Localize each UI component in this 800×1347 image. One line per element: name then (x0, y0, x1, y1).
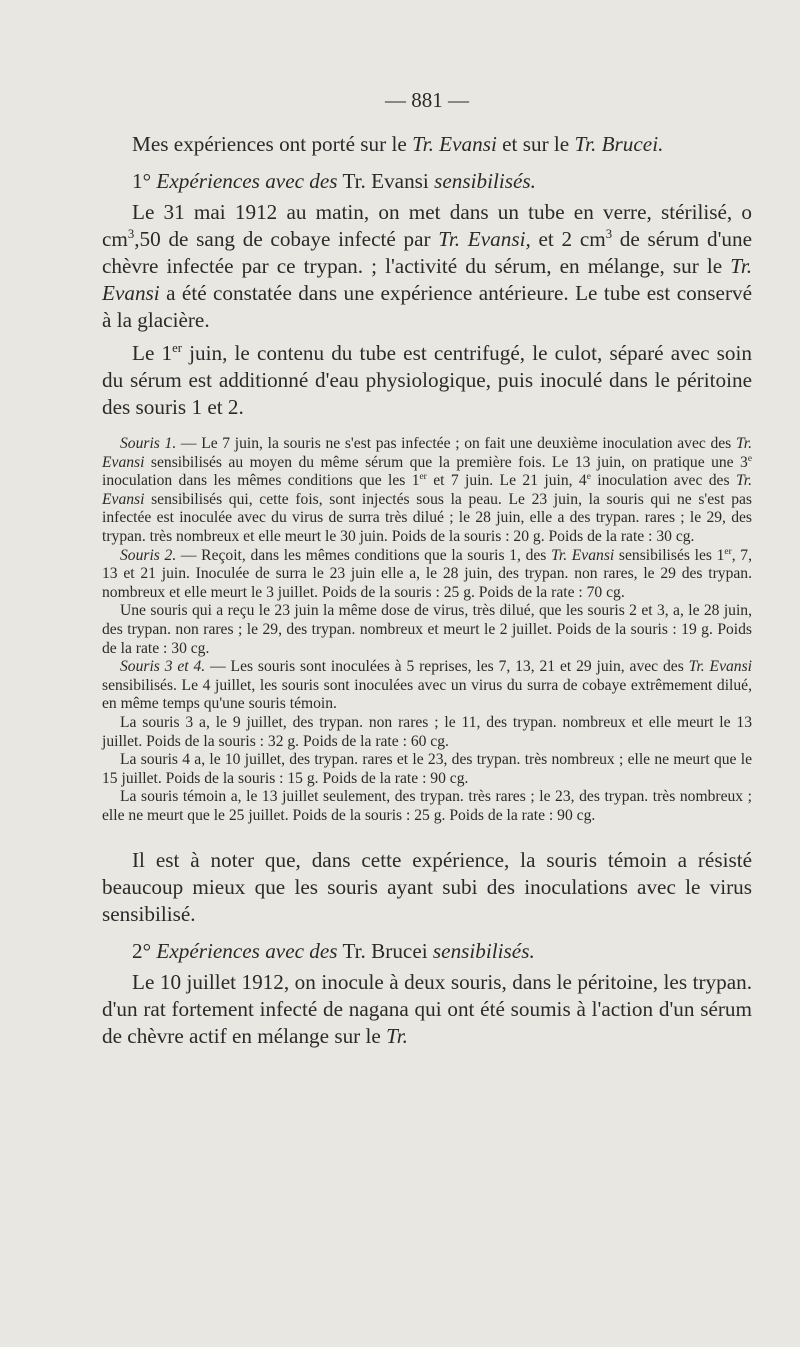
note-control-mouse-2: La souris témoin a, le 13 juillet seulement, des trypan. très rares ; le 23, des trypan. très nombreux ; elle ne meurt que le 25 juillet. Poids de la souris : 25 g. Poids de la rate : 90 cg. (102, 788, 752, 824)
paragraph-3: Il est à noter que, dans cette expérience, la souris témoin a résisté beaucoup mieux que les souris ayant subi des inoculations avec le virus sensibilisé. (102, 848, 752, 927)
note-souris-2: Souris 2. — Reçoit, dans les mêmes conditions que la souris 1, des Tr. Evansi sensibilisés les 1er, 7, 13 et 21 juin. Inoculée de surra le 23 juin elle a, le 28 juin, des trypan. non rares, le 29 des trypan. nombreux et elle meurt le 3 juillet. Poids de la souris : 25 g. Poids de la rate : 70 cg. (102, 546, 752, 601)
paragraph-4: Le 10 juillet 1912, on inocule à deux souris, dans le péritoine, les trypan. d'un rat fortement infecté de nagana qui ont été soumis à l'action d'un sérum de chèvre actif en mélange sur le Tr. (102, 970, 752, 1049)
paragraph-2: Le 1er juin, le contenu du tube est centrifugé, le culot, séparé avec soin du sérum est additionné d'eau physiologique, puis inoculé dans le péritoine des souris 1 et 2. (102, 340, 752, 419)
paragraph-1: Le 31 mai 1912 au matin, on met dans un tube en verre, stérilisé, o $cm^3,50$ de sang de cobaye infecté par Tr. Evansi, et 2 $cm^3$ de sérum d'une chèvre infectée par ce trypan. ; l'activité du sérum, en mélange, sur le Tr. Evansi a été constatée dans une expérience antérieure. Le tube est conservé à la glacière. (102, 200, 753, 332)
section-heading-1: 1° Expériences avec des Tr. Evansi sensibilisés. (132, 169, 536, 193)
note-souris-3a: La souris 3 a, le 9 juillet, des trypan. non rares ; le 11, des trypan. nombreux et elle meurt le 13 juillet. Poids de la souris : 32 g. Poids de la rate : 60 cg. (102, 713, 752, 750)
note-souris-4a: La souris 4 a, le 10 juillet, des trypan. rares et le 23, des trypan. très nombreux ; elle ne meurt que le 15 juillet. Poids de la souris : 15 g. Poids de la rate : 90 cg. (102, 751, 752, 787)
note-souris-1: Souris 1. — Le 7 juin, la souris ne s'est pas infectée ; on fait une deuxième inoculation avec des Tr. Evansi sensibilisés au moyen du même sérum que la première fois. Le 13 juin, on pratique une 3e inoculation dans les mêmes conditions que les 1er et 7 juin. Le 21 juin, 4e inoculation avec des Tr. Evansi sensibilisés qui, cette fois, sont injectés sous la peau. Le 23 juin, la souris qui ne s'est pas infectée est inoculée avec du virus de surra très dilué ; le 28 juin, elle a des trypan. rares ; le 29, des trypan. très nombreux et elle meurt le 30 juin. Poids de la souris : 20 g. Poids de la rate : 30 cg. (102, 435, 752, 545)
intro-paragraph: Mes expériences ont porté sur le Tr. Evansi et sur le Tr. Brucei. (132, 132, 664, 156)
section-heading-2: 2° Expériences avec des Tr. Brucei sensibilisés. (132, 939, 535, 964)
note-souris-3-4: Souris 3 et 4. — Les souris sont inoculées à 5 reprises, les 7, 13, 21 et 29 juin, avec des Tr. Evansi sensibilisés. Le 4 juillet, les souris sont inoculées avec un virus du surra de cobaye extrêmement dilué, en même temps qu'une souris témoin. (102, 658, 752, 713)
note-control-mouse-1: Une souris qui a reçu le 23 juin la même dose de virus, très dilué, que les souris 2 et 3, a, le 28 juin, des trypan. non rares ; le 29, des trypan. nombreux et meurt le 2 juillet. Poids de la souris : 19 g. Poids de la rate : 30 cg. (102, 602, 752, 657)
notes-block (102, 435, 752, 825)
page-number: — 881 — (385, 88, 469, 112)
